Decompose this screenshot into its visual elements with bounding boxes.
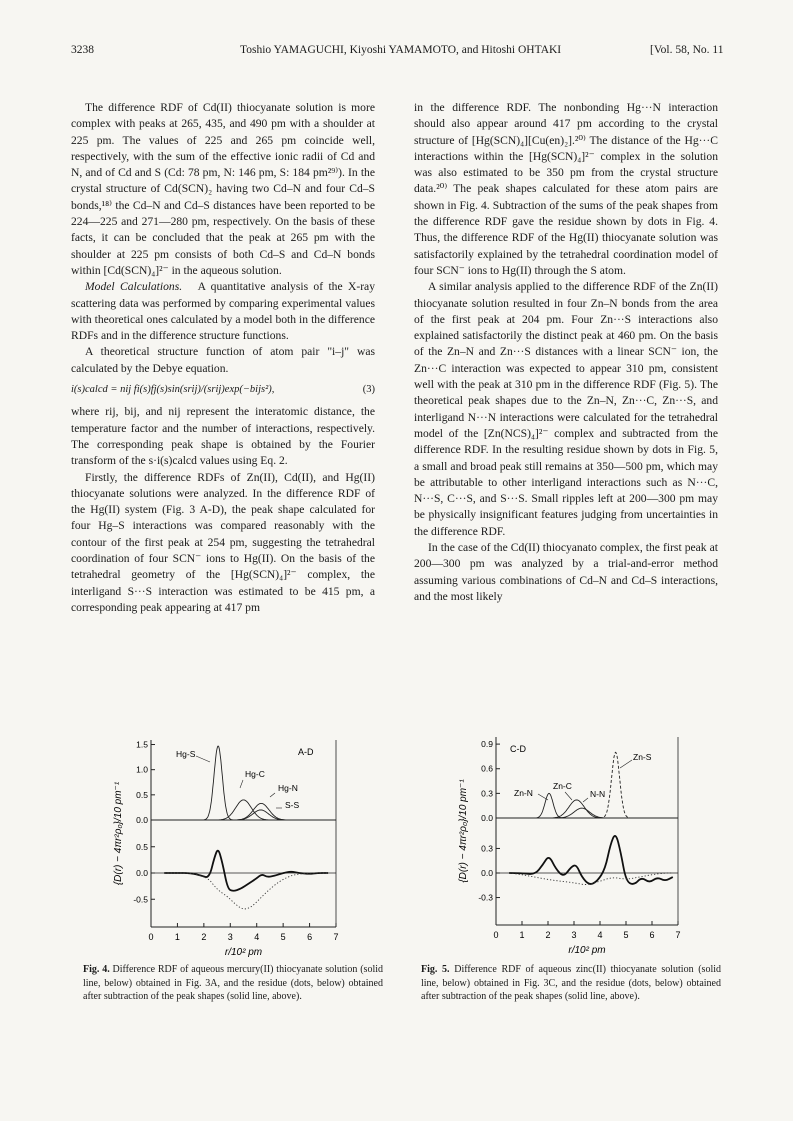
- x-tick-label: 7: [675, 930, 681, 940]
- peak-label-znc: Zn-C: [553, 781, 572, 791]
- peak-label-znn: Zn-N: [514, 788, 533, 798]
- right-paragraph-3: In the case of the Cd(II) thiocyanato complex, the first peak at 200—300 pm was analyzed by a trial-and-error method assuming various combinations of Cd–N and Cd–S interactions, and the most likely: [414, 541, 718, 603]
- y-tick-label: 0.5: [136, 789, 148, 800]
- x-tick-label: 5: [623, 930, 629, 940]
- x-axis-label: r/10² pm: [568, 945, 606, 956]
- peak-label-hgs: Hg-S: [176, 749, 196, 759]
- y-tick-label: 0.3: [481, 788, 493, 799]
- peak-label-hgn: Hg-N: [278, 783, 298, 793]
- y-axis-label: {D(r) − 4πr²ρ₀}/10 pm⁻¹: [458, 779, 469, 883]
- x-tick-label: 0: [148, 932, 154, 942]
- x-tick-label: 3: [571, 930, 577, 940]
- y-tick-label: 0.0: [136, 815, 148, 825]
- y-tick-label: 1.5: [136, 739, 148, 750]
- x-tick-label: 3: [227, 932, 233, 942]
- x-tick-label: 4: [597, 930, 603, 940]
- figure-5-caption-text: Difference RDF of aqueous zinc(II) thiocyanate solution (solid line, below) obtained in Fig. 3C, and the residue (dots, below) obtained after subtraction of the peak shapes (solid line, above).: [421, 964, 722, 1002]
- peak-label-leader: [620, 760, 632, 768]
- equation-body: i(s)calcd = nij fi(s)fj(s)sin(srij)/(srij)exp(−bijs²),: [71, 384, 275, 396]
- y-tick-label: 0.6: [481, 763, 493, 774]
- peak-label-leader: [583, 798, 588, 802]
- section-body: A quantitative analysis of the X-ray scattering data was performed by comparing experimental values with theoretical ones calculated by a model both in the difference RDFs and in the difference structure functions.: [71, 280, 375, 343]
- figure-4-caption-text: Difference RDF of aqueous mercury(II) thiocyanate solution (solid line, below) obtained in Fig. 3A, and the residue (dots, below) obtained after subtraction of the peak shapes (solid line, above).: [83, 964, 383, 1002]
- figure-5-caption: [421, 963, 721, 1004]
- x-tick-label: 1: [174, 932, 180, 942]
- y-tick-label: 1.0: [136, 764, 148, 775]
- x-axis-label: r/10² pm: [224, 947, 263, 958]
- figure-4-caption-title: Fig. 4.: [83, 964, 110, 975]
- peak-curve-zn-s: [584, 752, 646, 818]
- residue-dotted-curve: [509, 873, 673, 884]
- x-tick-label: 4: [254, 932, 260, 942]
- difference-rdf-curve: [509, 836, 673, 884]
- peak-label-leader: [565, 792, 572, 800]
- y-axis-label: {D(r) − 4πr²ρ₀}/10 pm⁻¹: [113, 781, 124, 886]
- panel-label: A-D: [298, 747, 314, 757]
- right-paragraph-2: A similar analysis applied to the difference RDF of the Zn(II) thiocyanate solution resulted in four Zn–N bonds from the area of the first peak at 204 pm. Four Zn···S interactions also explained satisfactorily the distinct peak at 460 pm. On the basis of the Zn–N and Zn···S distances with a linear SCN⁻ ion, the Zn···C interaction was expected to appear 310 pm, consistent well with the peak at 310 pm in the difference RDF (Fig. 5). The theoretical peak shapes due to the Zn–N, Zn···C, Zn···S, and interligand N···N interactions were calculated for the tetrahedral model of the [Zn(NCS)₄]²⁻ complex and subtracted from the difference RDF. In the resulting residue shown by dots in Fig. 5, a small and broad peak still remains at 350—500 pm, which may be attributable to other interligand interactions such as N···C, N···S, C···S, and S···S. Small ripples left at 200—300 pm may be physically insignificant features judging from uncertainties in the difference RDF.: [414, 280, 718, 538]
- left-paragraph-1: The difference RDF of Cd(II) thiocyanate solution is more complex with peaks at 265, 435, and 490 pm with a shoulder at 225 pm. The values of 225 and 265 pm coincide well, respectively, with the sum of the effective ionic radii of Cd and N, and of Cd and S (Cd: 78 pm, N: 146 pm, S: 184 pm²⁹⁾). In the crystal structure of Cd(SCN)₂ having two Cd–N and four Cd–S bonds,¹⁸⁾ the Cd–N and Cd–S distances have been reported to be 224—225 and 271—280 pm, respectively. On the basis of these facts, it can be concluded that the peak at 265 pm with the shoulder at 225 pm consists of both Cd–S and Cd–N bonds within [Cd(SCN)₄]²⁻ in the aqueous solution.: [71, 101, 375, 277]
- x-tick-label: 0: [493, 930, 499, 940]
- figure-5-caption-title: Fig. 5.: [421, 964, 450, 975]
- peak-label-hgc: Hg-C: [245, 769, 265, 779]
- figure-4-caption: [83, 963, 383, 1004]
- x-tick-label: 2: [201, 932, 207, 942]
- peak-label-zns: Zn-S: [633, 752, 652, 762]
- page-number: 3238: [71, 44, 94, 56]
- panel-label: C-D: [510, 744, 526, 754]
- x-tick-label: 2: [545, 930, 551, 940]
- section-title: Model Calculations.: [85, 280, 183, 294]
- y-tick-label: 0.5: [136, 841, 148, 852]
- y-tick-label: 0.0: [481, 813, 493, 823]
- right-paragraph-1: in the difference RDF. The nonbonding Hg···N interaction should also appear around 417 pm according to the crystal structure of [Hg(SCN)₄][Cu(en)₂].²⁰⁾ The distance of the Hg···C interactions within the [Hg(SCN)₄]²⁻ complex in the solution was also estimated to be 350 pm from the crystal structure data.²⁰⁾ The peak shapes calculated for these atom pairs are shown in Fig. 4. Subtraction of the sums of the peak shapes from the difference RDF gave the residue shown by dots in Fig. 4. Thus, the difference RDF of the Hg(II) thiocyanate solution was satisfactorily explained by the tetrahedral coordination model of four SCN⁻ ions to Hg(II) through the S atom.: [414, 101, 718, 277]
- peak-label-ss: S-S: [285, 800, 300, 810]
- x-tick-label: 5: [280, 932, 286, 942]
- left-paragraph-3: A theoretical structure function of atom pair "i–j" was calculated by the Debye equation.: [71, 345, 375, 375]
- running-head-authors: Toshio YAMAGUCHI, Kiyoshi YAMAMOTO, and Hitoshi OHTAKI: [240, 44, 562, 56]
- y-tick-label: 0.3: [481, 843, 493, 854]
- x-tick-label: 1: [519, 930, 525, 940]
- left-paragraph-5: Firstly, the difference RDFs of Zn(II), Cd(II), and Hg(II) thiocyanate solutions were analyzed. In the difference RDF of the Hg(II) system (Fig. 3 A-D), the peak shape calculated for four Hg–S interactions was compared reasonably with the contour of the first peak at 254 pm, suggesting the tetrahedral coordination of four SCN⁻ ions to Hg(II). On the basis of the tetrahedral geometry of the [Hg(SCN)₄]²⁻ complex, the interligand S···S interaction was estimated to be 415 pm, a corresponding peak appearing at 417 pm: [71, 470, 375, 614]
- y-tick-label: 0.0: [136, 868, 148, 878]
- x-tick-label: 7: [333, 932, 339, 942]
- y-tick-label: -0.3: [478, 892, 493, 903]
- equation-number: (3): [362, 384, 375, 396]
- x-tick-label: 6: [307, 932, 313, 942]
- peak-label-nn: N-N: [590, 789, 606, 799]
- y-tick-label: 0.9: [481, 739, 493, 750]
- running-head-volume: [Vol. 58, No. 11: [650, 44, 724, 56]
- y-tick-label: -0.5: [133, 894, 148, 905]
- y-tick-label: 0.0: [481, 868, 493, 878]
- left-paragraph-4: where rij, bij, and nij represent the interatomic distance, the temperature factor and the number of interactions, respectively. The corresponding peak shape is obtained by the Fourier transform of the s·i(s)calcd values using Eq. 2.: [71, 405, 375, 468]
- x-tick-label: 6: [649, 930, 655, 940]
